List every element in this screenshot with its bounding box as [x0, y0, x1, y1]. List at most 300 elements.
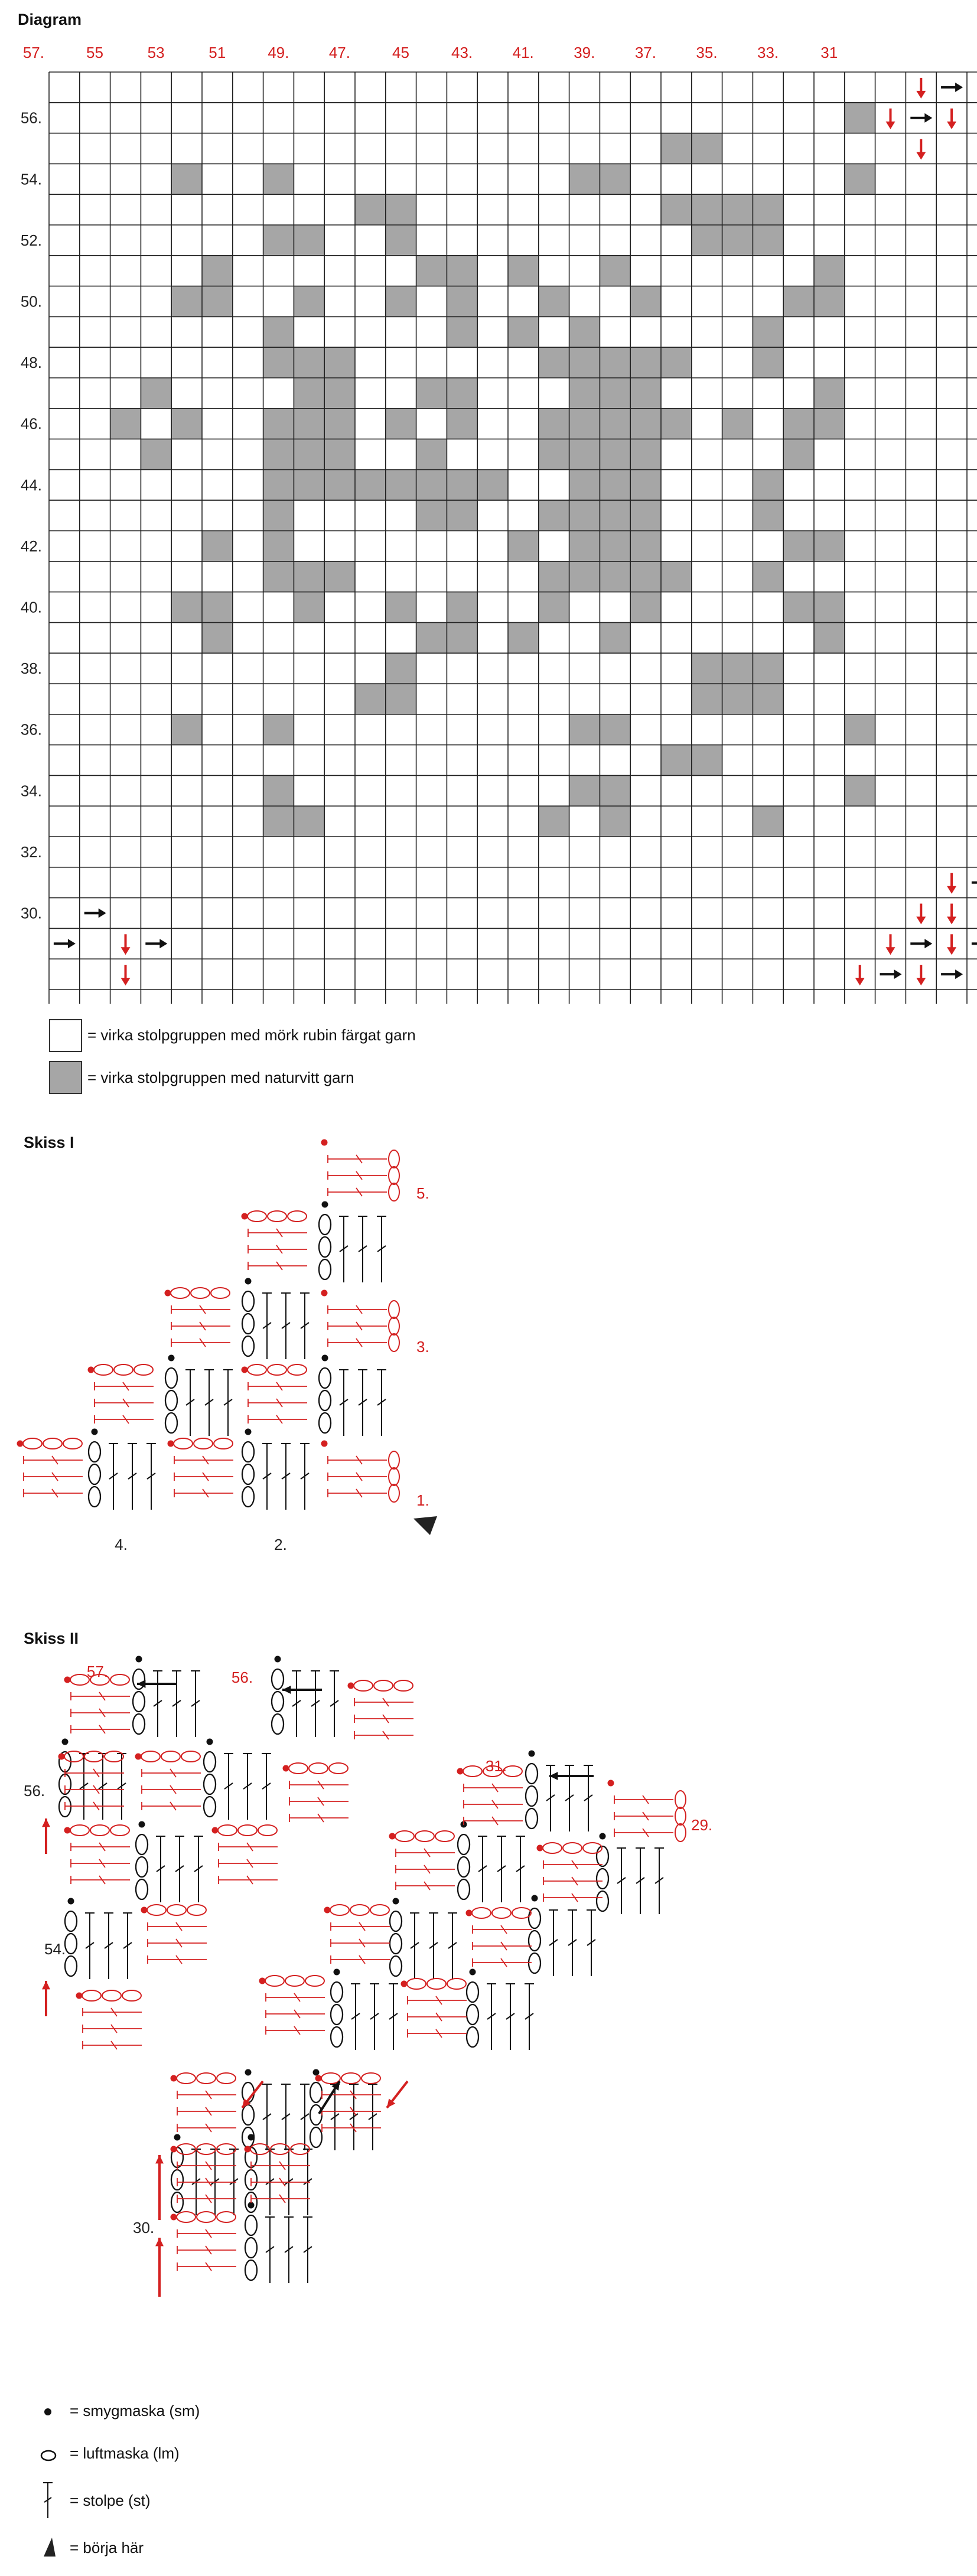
- red-chain-oval: [330, 1905, 349, 1915]
- grey-cell: [294, 592, 324, 623]
- grey-cell: [447, 316, 477, 347]
- grey-cell: [600, 622, 630, 653]
- grey-cell: [386, 592, 416, 623]
- grey-cell: [263, 531, 294, 561]
- grey-cell: [508, 622, 539, 653]
- grey-cell: [447, 378, 477, 409]
- chain-oval: [242, 1464, 254, 1484]
- skiss2-drawing: [0, 1641, 768, 2379]
- skiss1-col-label: 4.: [115, 1536, 128, 1553]
- slip-dot: [313, 2069, 320, 2076]
- skiss2-label: 31.: [485, 1757, 507, 1775]
- grey-cell: [722, 225, 753, 256]
- left-label: 56.: [20, 109, 42, 127]
- red-chain-oval: [492, 1908, 511, 1918]
- chain-oval: [165, 1368, 177, 1388]
- chain-oval: [390, 1911, 402, 1931]
- red-chain-oval: [258, 1825, 277, 1836]
- red-chain-oval: [191, 1288, 210, 1298]
- red-chain-oval: [389, 1334, 399, 1351]
- red-chain-oval: [288, 1364, 307, 1375]
- red-slip-dot: [321, 1441, 328, 1447]
- chain-oval: [597, 1846, 608, 1866]
- grey-cell: [600, 256, 630, 286]
- symbol-row-chain: [35, 2440, 449, 2469]
- grey-cell: [416, 439, 447, 470]
- grey-cell: [324, 469, 355, 500]
- grey-cell: [569, 164, 600, 194]
- red-slip-dot: [242, 1367, 248, 1373]
- red-chain-oval: [289, 1763, 308, 1774]
- slip-dot: [322, 1202, 328, 1208]
- grey-cell: [263, 225, 294, 256]
- grey-cell: [845, 714, 875, 745]
- symbol-row-slip: [35, 2397, 449, 2427]
- skiss1-row-label: 1.: [416, 1491, 429, 1509]
- red-chain-oval: [197, 2073, 216, 2084]
- grey-cell: [692, 745, 722, 776]
- red-chain-oval: [64, 1751, 83, 1762]
- top-label: 57.: [22, 44, 44, 61]
- slip-dot: [393, 1898, 399, 1905]
- grey-cell: [447, 469, 477, 500]
- grey-cell: [630, 592, 661, 623]
- grey-cell: [661, 561, 692, 592]
- grey-cell: [600, 164, 630, 194]
- chain-oval: [136, 1857, 148, 1877]
- grey-cell: [263, 714, 294, 745]
- grey-cell: [600, 561, 630, 592]
- grey-cell: [630, 439, 661, 470]
- red-chain-oval: [472, 1908, 491, 1918]
- red-slip-dot: [457, 1768, 464, 1775]
- grey-cell: [753, 806, 783, 837]
- grey-cell: [630, 409, 661, 439]
- red-chain-oval: [415, 1831, 434, 1842]
- grey-cell: [294, 286, 324, 317]
- red-slip-dot: [389, 1833, 396, 1840]
- chain-oval: [242, 2105, 254, 2125]
- grey-cell: [263, 316, 294, 347]
- grey-cell: [386, 684, 416, 714]
- grey-cell: [569, 531, 600, 561]
- grey-cell: [753, 347, 783, 378]
- red-chain-oval: [23, 1438, 42, 1449]
- grey-cell: [600, 378, 630, 409]
- diagram-title: Diagram: [18, 11, 82, 28]
- chain-oval: [89, 1464, 100, 1484]
- red-slip-dot: [212, 1827, 219, 1834]
- slip-dot: [322, 1355, 328, 1362]
- grey-cell: [416, 469, 447, 500]
- red-chain-oval: [543, 1843, 562, 1853]
- chain-oval: [458, 1834, 470, 1855]
- grey-cell: [508, 256, 539, 286]
- red-slip-dot: [242, 1213, 248, 1220]
- chain-oval: [242, 1487, 254, 1507]
- chain-oval: [458, 1879, 470, 1899]
- grey-cell: [569, 316, 600, 347]
- chain-oval: [310, 2082, 322, 2102]
- skiss1-row-label: 5.: [416, 1184, 429, 1202]
- red-chain-oval: [309, 1763, 328, 1774]
- chain-oval: [319, 1368, 331, 1388]
- top-label: 31: [820, 44, 838, 61]
- chain-oval: [272, 1714, 284, 1734]
- red-slip-dot: [608, 1780, 614, 1787]
- grey-cell: [294, 409, 324, 439]
- slip-dot: [245, 1429, 252, 1435]
- red-chain-oval: [265, 1976, 284, 1986]
- grey-cell: [355, 194, 386, 225]
- grey-cell: [324, 378, 355, 409]
- grey-cell: [692, 133, 722, 164]
- grey-cell: [753, 225, 783, 256]
- skiss2-label: 30.: [133, 2219, 155, 2237]
- red-chain-oval: [167, 1905, 186, 1915]
- red-chain-oval: [362, 2073, 380, 2084]
- left-label: 34.: [20, 782, 42, 800]
- red-chain-oval: [389, 1317, 399, 1335]
- grey-cell: [202, 531, 233, 561]
- start-triangle-icon: [413, 1516, 437, 1535]
- arrow-head: [42, 1981, 50, 1989]
- grey-cell: [202, 592, 233, 623]
- slip-dot: [529, 1751, 535, 1757]
- grey-cell: [814, 622, 845, 653]
- grey-cell: [569, 469, 600, 500]
- red-chain-oval: [563, 1843, 582, 1853]
- red-slip-dot: [58, 1754, 65, 1760]
- slip-dot: [248, 2134, 255, 2141]
- legend-white-text: = virka stolpgruppen med mörk rubin färgat garn: [87, 1026, 416, 1044]
- chain-oval: [467, 2004, 478, 2025]
- grey-cell: [110, 409, 141, 439]
- chain-oval: [319, 1237, 331, 1257]
- grey-cell: [600, 806, 630, 837]
- chain-oval: [165, 1390, 177, 1411]
- red-chain-oval: [389, 1468, 399, 1485]
- red-slip-dot: [64, 1677, 71, 1683]
- grey-cell: [447, 622, 477, 653]
- left-label: 42.: [20, 537, 42, 555]
- chain-oval: [242, 1314, 254, 1334]
- skiss2-label: 57.: [86, 1663, 109, 1680]
- red-chain-oval: [147, 1905, 166, 1915]
- slip-dot: [600, 1833, 606, 1840]
- grey-cell: [539, 592, 569, 623]
- grey-cell: [263, 409, 294, 439]
- grey-cell: [630, 531, 661, 561]
- chain-oval: [319, 1214, 331, 1235]
- grey-cell: [508, 316, 539, 347]
- grey-cell: [814, 409, 845, 439]
- grey-cell: [722, 684, 753, 714]
- red-slip-dot: [171, 2075, 177, 2082]
- red-chain-oval: [321, 2073, 340, 2084]
- grey-cell: [202, 256, 233, 286]
- grey-cell: [324, 409, 355, 439]
- chain-oval: [467, 1982, 478, 2002]
- skiss2-label: 56.: [231, 1669, 253, 1686]
- slip-dot: [275, 1656, 281, 1663]
- grey-cell: [569, 347, 600, 378]
- grey-cell: [171, 714, 202, 745]
- grey-cell: [783, 286, 814, 317]
- grey-cell: [141, 439, 171, 470]
- grey-cell: [324, 439, 355, 470]
- slip-dot: [248, 2202, 255, 2209]
- grey-cell: [630, 500, 661, 531]
- red-chain-oval: [114, 1364, 133, 1375]
- grey-cell: [263, 500, 294, 531]
- grey-cell: [722, 653, 753, 684]
- grey-cell: [569, 775, 600, 806]
- red-chain-oval: [70, 1825, 89, 1836]
- red-chain-oval: [463, 1766, 482, 1777]
- grey-cell: [294, 561, 324, 592]
- red-chain-oval: [174, 1438, 193, 1449]
- slip-dot: [136, 1656, 142, 1663]
- grey-cell: [539, 439, 569, 470]
- red-chain-oval: [350, 1905, 369, 1915]
- left-label: 48.: [20, 354, 42, 372]
- grey-cell: [539, 806, 569, 837]
- grey-cell: [447, 409, 477, 439]
- chain-oval: [65, 1911, 77, 1931]
- red-chain-oval: [389, 1167, 399, 1184]
- red-slip-dot: [315, 2075, 322, 2082]
- red-chain-oval: [177, 2212, 196, 2222]
- grey-cell: [263, 806, 294, 837]
- top-label: 41.: [512, 44, 534, 61]
- chain-oval: [65, 1934, 77, 1954]
- grey-cell: [171, 164, 202, 194]
- grey-cell: [386, 653, 416, 684]
- grey-cell: [814, 378, 845, 409]
- grey-cell: [814, 592, 845, 623]
- red-slip-dot: [245, 2146, 251, 2153]
- chain-oval: [65, 1956, 77, 1976]
- grey-cell: [600, 500, 630, 531]
- red-chain-oval: [435, 1831, 454, 1842]
- red-slip-dot: [135, 1754, 142, 1760]
- red-slip-dot: [171, 2214, 177, 2221]
- top-label: 43.: [451, 44, 473, 61]
- red-chain-oval: [395, 1831, 414, 1842]
- red-chain-oval: [389, 1150, 399, 1168]
- skiss2-label: 29.: [691, 1816, 713, 1834]
- top-label: 47.: [328, 44, 350, 61]
- red-chain-oval: [247, 1211, 266, 1222]
- top-label: 53: [147, 44, 165, 61]
- left-label: 44.: [20, 476, 42, 494]
- red-chain-oval: [389, 1183, 399, 1201]
- grey-cell: [661, 409, 692, 439]
- grey-cell: [814, 531, 845, 561]
- red-chain-oval: [268, 1364, 286, 1375]
- grey-cell: [600, 439, 630, 470]
- red-slip-dot: [466, 1910, 473, 1917]
- chart-grid: [0, 35, 977, 1004]
- top-label: 35.: [696, 44, 718, 61]
- legend-grey-text: = virka stolpgruppen med naturvitt garn: [87, 1069, 354, 1086]
- red-slip-dot: [76, 1993, 83, 1999]
- grey-cell: [202, 286, 233, 317]
- arrow-head: [282, 1686, 291, 1694]
- grey-cell: [630, 561, 661, 592]
- red-chain-oval: [134, 1364, 153, 1375]
- grey-cell: [753, 653, 783, 684]
- chain-oval: [319, 1390, 331, 1411]
- red-chain-oval: [389, 1301, 399, 1318]
- red-chain-oval: [268, 1211, 286, 1222]
- grey-cell: [630, 286, 661, 317]
- grey-cell: [753, 469, 783, 500]
- chain-oval: [165, 1413, 177, 1433]
- slip-dot: [168, 1355, 175, 1362]
- left-label: 40.: [20, 598, 42, 616]
- left-label: 36.: [20, 720, 42, 739]
- grey-cell: [661, 133, 692, 164]
- grey-cell: [324, 347, 355, 378]
- grey-cell: [294, 378, 324, 409]
- slip-dot: [207, 1739, 213, 1745]
- red-slip-dot: [17, 1441, 24, 1447]
- legend-grey-swatch: [49, 1061, 82, 1094]
- grey-cell: [569, 561, 600, 592]
- grey-cell: [539, 286, 569, 317]
- red-chain-oval: [177, 2073, 196, 2084]
- chain-oval: [204, 1752, 216, 1772]
- red-chain-oval: [374, 1680, 393, 1691]
- grey-cell: [324, 561, 355, 592]
- triangle-icon: [39, 2535, 59, 2559]
- red-chain-oval: [102, 1990, 121, 2001]
- left-label: 46.: [20, 414, 42, 433]
- red-chain-oval: [161, 1751, 180, 1762]
- arrow-head: [155, 2155, 164, 2163]
- red-chain-oval: [305, 1976, 324, 1986]
- red-chain-oval: [370, 1905, 389, 1915]
- red-chain-oval: [288, 1211, 307, 1222]
- grey-cell: [386, 469, 416, 500]
- chain-oval: [89, 1442, 100, 1462]
- chain-oval: [245, 2260, 257, 2280]
- grey-cell: [477, 469, 508, 500]
- red-chain-oval: [218, 1825, 237, 1836]
- skiss1-row-label: 3.: [416, 1338, 429, 1356]
- red-slip-dot: [259, 1978, 266, 1984]
- chain-oval: [331, 2004, 343, 2025]
- grey-cell: [600, 775, 630, 806]
- grey-cell: [661, 194, 692, 225]
- red-chain-oval: [675, 1791, 686, 1808]
- chain-oval: [245, 2215, 257, 2235]
- chain-oval: [272, 1669, 284, 1689]
- top-label: 51: [209, 44, 226, 61]
- red-chain-oval: [389, 1451, 399, 1469]
- grey-cell: [569, 409, 600, 439]
- red-chain-oval: [247, 1364, 266, 1375]
- chain-oval: [390, 1956, 402, 1976]
- red-chain-oval: [354, 1680, 373, 1691]
- chain-oval: [458, 1857, 470, 1877]
- grey-cell: [447, 592, 477, 623]
- chain-oval: [319, 1413, 331, 1433]
- red-slip-dot: [283, 1765, 289, 1772]
- grey-cell: [294, 469, 324, 500]
- red-chain-oval: [389, 1484, 399, 1502]
- chain-oval: [136, 1879, 148, 1899]
- left-label: 50.: [20, 292, 42, 311]
- grey-cell: [845, 164, 875, 194]
- grey-cell: [386, 409, 416, 439]
- grey-cell: [539, 409, 569, 439]
- grey-cell: [294, 347, 324, 378]
- chain-oval: [204, 1774, 216, 1794]
- red-slip-dot: [321, 1140, 328, 1146]
- top-label: 45: [392, 44, 409, 61]
- grey-cell: [814, 286, 845, 317]
- grey-cell: [171, 409, 202, 439]
- red-chain-oval: [110, 1825, 129, 1836]
- grey-cell: [386, 194, 416, 225]
- grey-cell: [447, 500, 477, 531]
- grey-cell: [845, 103, 875, 133]
- grey-cell: [814, 256, 845, 286]
- skiss1-col-label: 2.: [274, 1536, 287, 1553]
- red-slip-dot: [168, 1441, 174, 1447]
- red-chain-oval: [171, 1288, 190, 1298]
- grey-cell: [171, 592, 202, 623]
- red-chain-oval: [285, 1976, 304, 1986]
- grey-cell: [539, 500, 569, 531]
- red-slip-dot: [165, 1290, 171, 1297]
- grey-cell: [263, 347, 294, 378]
- red-slip-dot: [348, 1683, 354, 1689]
- slip-dot: [245, 2069, 252, 2076]
- red-slip-dot: [324, 1907, 331, 1914]
- chain-oval: [310, 2127, 322, 2147]
- grey-cell: [661, 745, 692, 776]
- slip-dot: [174, 2134, 181, 2141]
- red-chain-oval: [217, 2212, 236, 2222]
- left-label: 30.: [20, 904, 42, 922]
- red-chain-oval: [675, 1807, 686, 1825]
- red-chain-oval: [82, 1990, 101, 2001]
- grey-cell: [447, 286, 477, 317]
- grey-cell: [722, 409, 753, 439]
- grey-cell: [845, 775, 875, 806]
- red-slip-dot: [321, 1290, 328, 1297]
- grey-cell: [263, 164, 294, 194]
- red-chain-oval: [94, 1364, 113, 1375]
- top-label: 49.: [268, 44, 289, 61]
- grey-cell: [508, 531, 539, 561]
- chain-oval: [272, 1692, 284, 1712]
- grey-cell: [386, 225, 416, 256]
- chain-oval: [204, 1797, 216, 1817]
- grey-cell: [447, 256, 477, 286]
- grey-cell: [600, 469, 630, 500]
- red-chain-oval: [84, 1751, 103, 1762]
- red-slip-dot: [88, 1367, 95, 1373]
- chain-oval: [529, 1953, 540, 1973]
- red-chain-oval: [427, 1978, 446, 1989]
- slip-dot: [245, 1278, 252, 1285]
- top-label: 39.: [574, 44, 595, 61]
